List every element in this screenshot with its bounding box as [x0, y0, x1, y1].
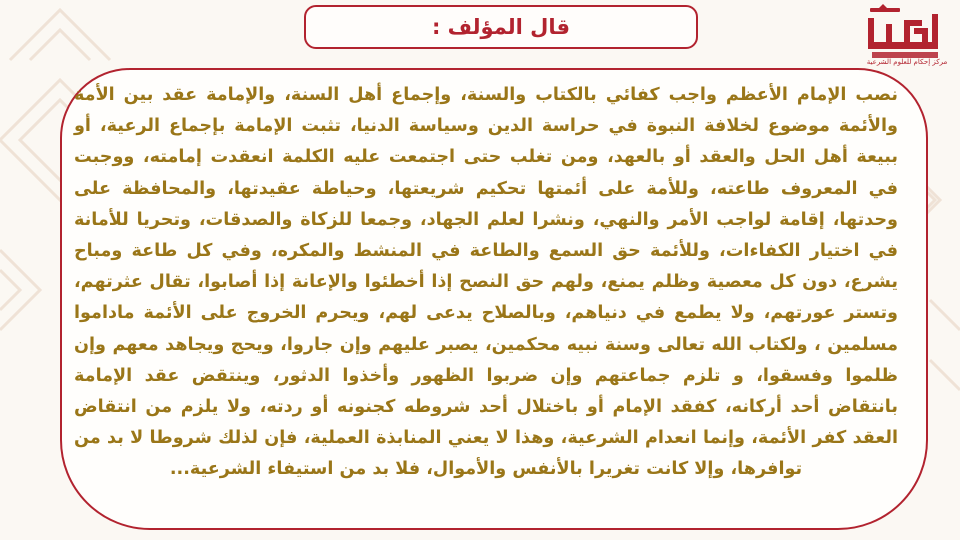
title-box — [304, 5, 698, 49]
body-paragraph: نصب الإمام الأعظم واجب كفائي بالكتاب والسنة، وإجماع أهل السنة، والإمامة عقد بين الأمة والأئمة موضوع لخلافة النبوة في حراسة الدين وسياسة الدنيا، تثبت الإمامة بإجماع الرعية، أو ببيعة أهل الحل والعقد أو بالعهد، ومن تغلب حتى اجتمعت عليه الكلمة انعقدت إمامته، ووجبت في المعروف طاعته، وللأمة على أئمتها تحكيم شريعتها، وحياطة عقيدتها، والمحافظة على وحدتها، إقامة لواجب الأمر والنهي، ونشرا لعلم الجهاد، وجمعا للزكاة والصدقات، وتحريا للأمانة في اختيار الكفاءات، وللأئمة حق السمع والطاعة في المنشط والمكره، وفي كل طاعة ومباح يشرع، دون كل معصية وظلم يمنع، ولهم حق النصح إذا أخطئوا والإعانة إذا أصابوا، تقال عثرتهم، وتستر عورتهم، ولا يطمع في دنياهم، وبالصلاح يدعى لهم، ويحرم الخروج على الأئمة ماداموا مسلمين ، ولكتاب الله تعالى وسنة نبيه محكمين، يصبر عليهم وإن جاروا، ويحج ويجاهد معهم وإن ظلموا وفسقوا، و تلزم جماعتهم وإن ضربوا الظهور وأخذوا الدثور، وينتقض عقد الإمامة بانتقاض أحد أركانه، كفقد الإمام أو باختلال أحد شروطه كجنونه أو ردته، ولا يلزم من انتقاض العقد كفر الأئمة، وإنما انعدام الشرعية، وهذا لا يعني المنابذة العملية، فإن لذلك شروطا لا بد من توافرها، وإلا كانت تغريرا بالأنفس والأموال، فلا بد من استيفاء الشرعية... — [74, 85, 898, 480]
logo-caption: مركز إحكام للعلوم الشرعية — [866, 58, 948, 66]
page-title: قال المؤلف : — [431, 15, 571, 39]
